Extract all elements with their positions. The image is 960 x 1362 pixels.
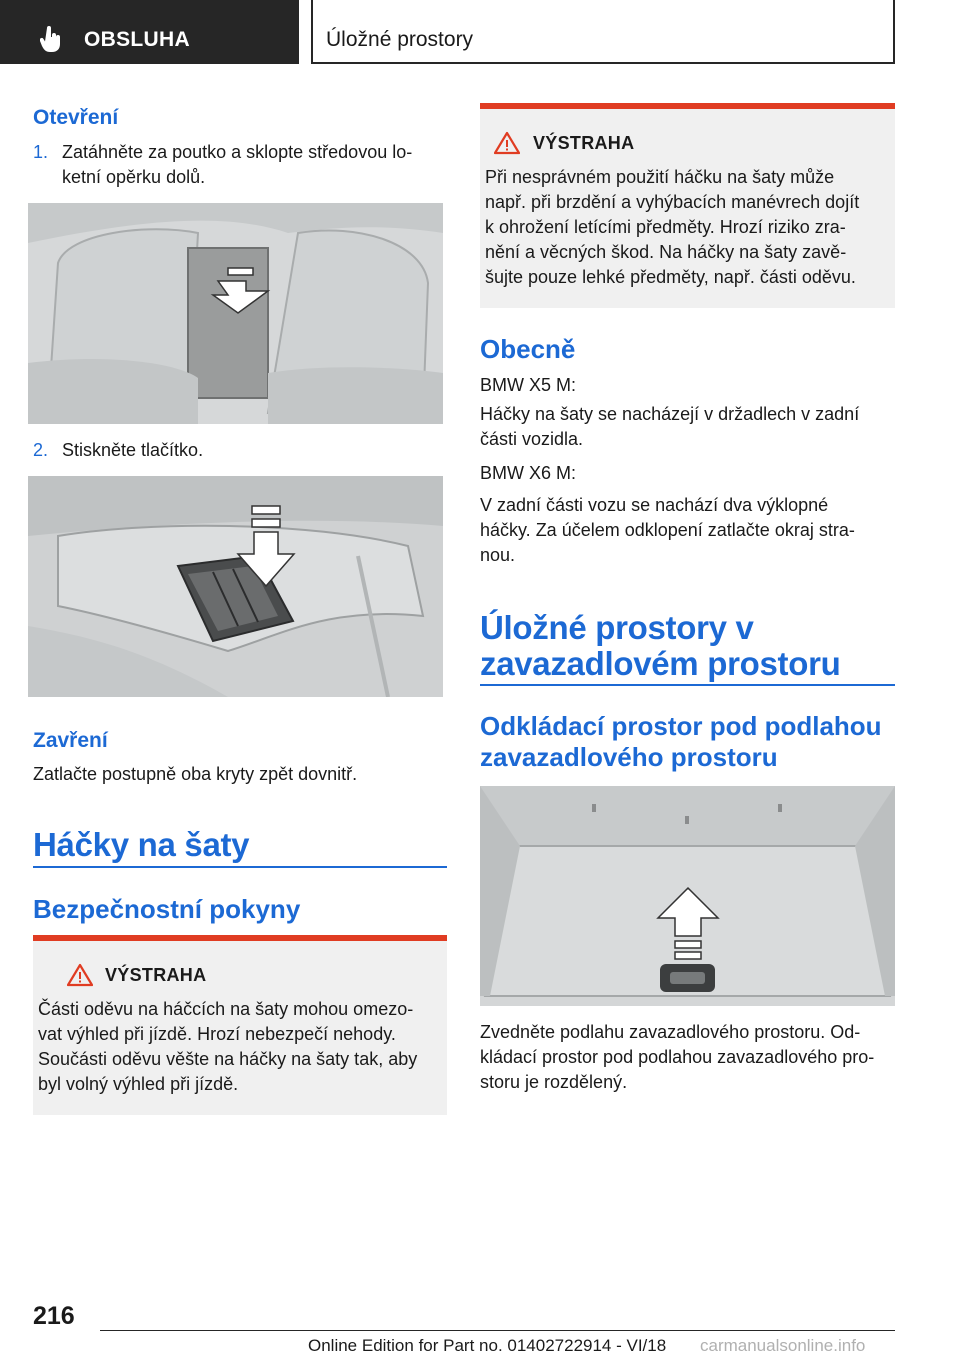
footer-rule	[100, 1330, 895, 1331]
open-heading: Otevření	[33, 106, 119, 129]
body-text: nou.	[480, 545, 516, 565]
luggage-floor-image	[480, 786, 895, 1006]
watermark: carmanualsonline.info	[700, 1336, 866, 1355]
section-tab[interactable]	[0, 0, 299, 64]
pointing-hand-icon	[40, 26, 62, 54]
body-text: V zadní části vozu se nachází dva výklopné	[480, 495, 829, 515]
model-label: BMW X6 M:	[480, 463, 577, 483]
header-underline	[311, 62, 895, 64]
general-heading: Obecně	[480, 334, 576, 364]
warning-text: k ohrožení letícími předměty. Hrozí riziko zra-	[485, 217, 846, 237]
body-text: Háčky na šaty se nacházejí v držadlech v zadní	[480, 404, 860, 424]
body-text: háčky. Za účelem odklopení zatlačte okraj stra-	[480, 520, 855, 540]
body-text: storu je rozdělený.	[480, 1072, 628, 1092]
edition-text: Online Edition for Part no. 01402722914 - VI/18	[308, 1336, 667, 1355]
warning-text: např. při brzdění a vyhýbacích manévrech dojít	[485, 192, 860, 212]
warning-text: vat výhled při jízdě. Hrozí nebezpečí nehody.	[38, 1024, 396, 1044]
step-number: 1.	[33, 142, 49, 162]
step-number: 2.	[33, 440, 49, 460]
header-divider	[893, 0, 895, 64]
warning-title: VÝSTRAHA	[105, 965, 207, 985]
body-text: Zvedněte podlahu zavazadlového prostoru. Od-	[480, 1022, 861, 1042]
hooks-heading: Háčky na šaty	[33, 826, 250, 863]
warning-text: nění a věcných škod. Na háčky na šaty zavě-	[485, 242, 847, 262]
warning-title: VÝSTRAHA	[533, 133, 635, 153]
close-heading: Zavření	[33, 729, 108, 752]
header-divider	[311, 0, 313, 64]
page-number: 216	[33, 1302, 75, 1330]
storage-heading: Úložné prostory v	[480, 609, 754, 646]
safety-heading: Bezpečnostní pokyny	[33, 894, 301, 924]
warning-text: šujte pouze lehké předměty, např. části oděvu.	[485, 267, 856, 287]
warning-text: Součásti oděvu věšte na háčky na šaty tak, aby	[38, 1049, 418, 1069]
warning-triangle-icon	[67, 963, 93, 987]
close-text: Zatlačte postupně oba kryty zpět dovnitř.	[33, 764, 358, 784]
body-text: části vozidla.	[480, 429, 584, 449]
section-label: OBSLUHA	[84, 28, 190, 51]
warning-text: byl volný výhled při jízdě.	[38, 1074, 239, 1094]
armrest-button-image	[28, 476, 443, 697]
floor-heading: Odkládací prostor pod podlahou	[480, 711, 882, 741]
step-text: Zatáhněte za poutko a sklopte středovou lo-	[62, 142, 413, 162]
chapter-title: Úložné prostory	[326, 28, 474, 51]
rear-seat-armrest-image	[28, 203, 443, 424]
step-text: Stiskněte tlačítko.	[62, 440, 204, 460]
step-text: ketní opěrku dolů.	[62, 167, 206, 187]
heading-rule	[480, 684, 895, 686]
warning-text: Při nesprávném použití háčku na šaty může	[485, 167, 835, 187]
model-label: BMW X5 M:	[480, 375, 577, 395]
warning-box	[480, 103, 895, 308]
warning-triangle-icon	[494, 131, 520, 155]
heading-rule	[33, 866, 447, 868]
warning-box	[33, 935, 447, 1115]
body-text: kládací prostor pod podlahou zavazadlového pro-	[480, 1047, 875, 1067]
warning-text: Části oděvu na háčcích na šaty mohou omezo-	[38, 999, 414, 1019]
storage-heading: zavazadlovém prostoru	[480, 645, 841, 682]
floor-heading: zavazadlového prostoru	[480, 742, 778, 772]
